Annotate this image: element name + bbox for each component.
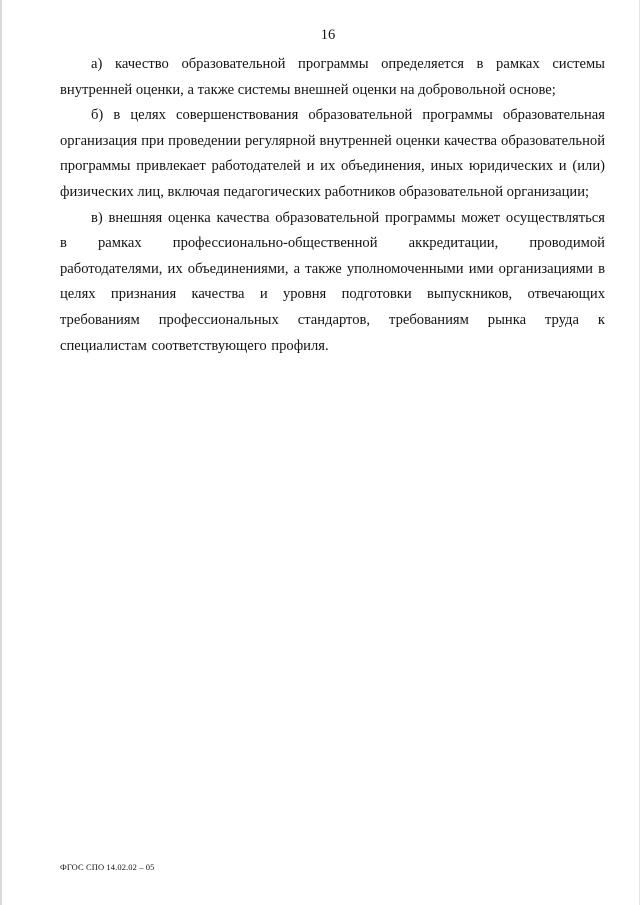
paragraph-a: а) качество образовательной программы определяется в рамках системы внутренней оценки, а также системы внешней оценки на добровольной основе; [60, 56, 605, 98]
page-number: 16 [320, 27, 336, 43]
paragraph-c: в) внешняя оценка качества образовательной программы может осуществляться в рамках профессионально-общественной аккредитации, проводимой работодателями, их объединениями, а также уполномоченными ими организациями в целях признания качества и уровня подготовки выпускников, отвечающих требованиям профессиональных стандартов, требованиям рынка труда к специалистам соответствующего профиля. [60, 209, 605, 354]
document-body [60, 52, 605, 359]
paragraph-b: б) в целях совершенствования образовательной программы образовательная организация при проведении регулярной внутренней оценки качества образовательной программы привлекает работодателей и их объединения, иных юридических и (или) физических лиц, включая педагогических работников образовательной организации; [60, 107, 605, 200]
scan-edge-left [0, 0, 2, 905]
footer-document-code: ФГОС СПО 14.02.02 – 05 [60, 862, 155, 872]
